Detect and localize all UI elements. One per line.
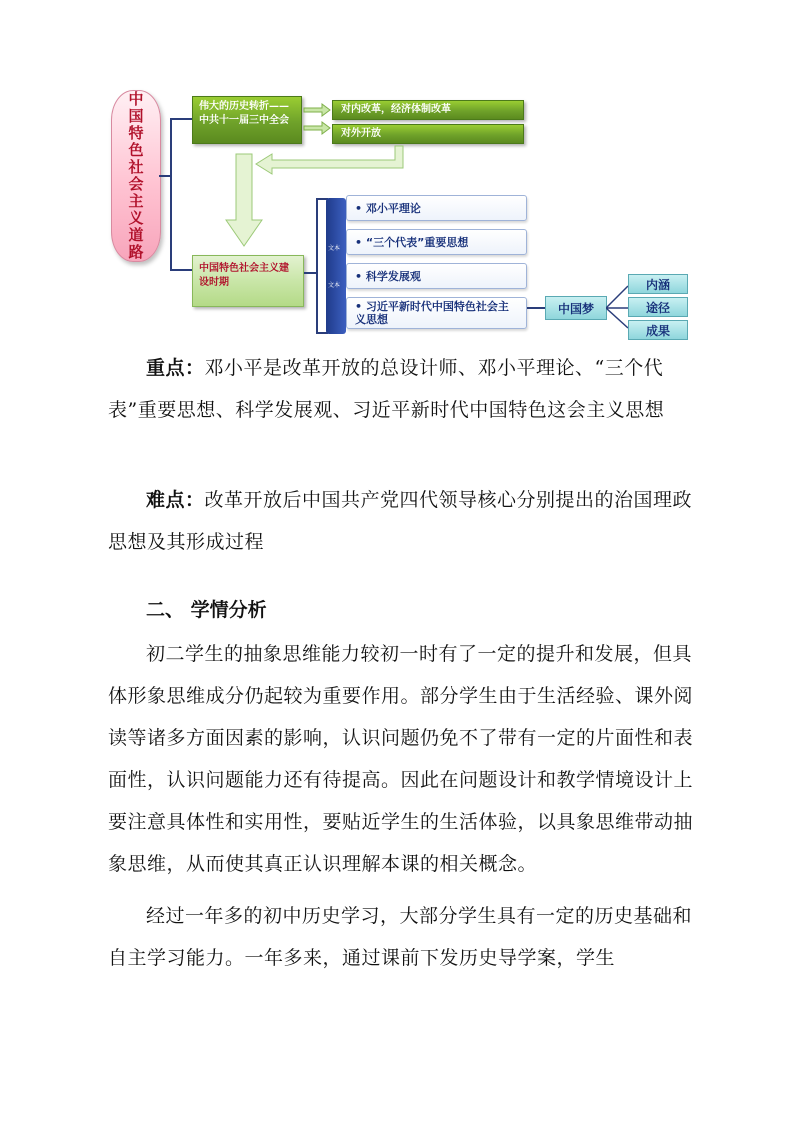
- dream-result: [628, 320, 688, 340]
- return-arrow-icon: [250, 144, 410, 176]
- theory-deng-label: • 邓小平理论: [355, 201, 421, 215]
- arrow-icon: [302, 100, 332, 140]
- connector-line: [316, 198, 318, 334]
- fan-connector: [606, 280, 630, 332]
- concept-diagram: [0, 0, 794, 345]
- connector-line: [170, 118, 192, 120]
- focus-text: 邓小平是改革开放的总设计师、邓小平理论、“三个代表”重要思想、科学发展观、习近平新时代中国特色这会主义思想: [108, 357, 665, 421]
- side-label: 文本: [328, 282, 341, 289]
- theory-scientific-development-label: • 科学发展观: [355, 269, 421, 283]
- theory-scientific-development: [346, 263, 527, 289]
- child-domestic-reform-label: 对内改革，经济体制改革: [341, 104, 451, 115]
- connector-line: [304, 272, 316, 274]
- child-domestic-reform: [332, 100, 524, 120]
- child-opening-up: [332, 124, 524, 144]
- branch-turning-point: [192, 96, 302, 144]
- theory-three-represents-label: • “三个代表”重要思想: [355, 235, 469, 249]
- focus-label: 重点：: [146, 357, 205, 379]
- difficulty-label: 难点：: [146, 489, 205, 511]
- diagram-root-label: 中国特色社会主义道路: [126, 91, 145, 261]
- difficulty-text: 改革开放后中国共产党四代领导核心分别提出的治国理政思想及其形成过程: [108, 489, 693, 553]
- down-arrow-icon: [224, 152, 264, 248]
- theory-xi-label: • 习近平新时代中国特色社会主义思想: [355, 300, 509, 326]
- chinese-dream-node: [545, 296, 607, 320]
- connector-line: [170, 269, 192, 271]
- body-paragraph-1: 初二学生的抽象思维能力较初一时有了一定的提升和发展，但具体形象思维成分仍起较为重要作用。部分学生由于生活经验、课外阅读等诸多方面因素的影响，认识问题仍免不了带有一定的片面性和表面性，认识问题能力还有待提高。因此在问题设计和教学情境设计上要注意具体性和实用性，要贴近学生的生活体验，以具象思维带动抽象思维，从而使其真正认识理解本课的相关概念。: [108, 643, 694, 875]
- branch-construction-period: [192, 255, 304, 307]
- connector-line: [527, 307, 545, 309]
- dream-path-label: 途径: [645, 300, 670, 315]
- child-opening-up-label: 对外开放: [341, 128, 381, 139]
- diagram-root-node: [111, 90, 161, 262]
- branch-construction-period-label: 中国特色社会主义建设时期: [199, 263, 289, 288]
- bracket-column: [326, 198, 346, 334]
- difficulty-paragraph: [108, 479, 693, 563]
- side-label: 文本: [328, 245, 341, 252]
- theory-xi: [346, 297, 527, 329]
- chinese-dream-label: 中国梦: [557, 301, 594, 316]
- section-heading: 二、 学情分析: [146, 599, 267, 621]
- theory-three-represents: [346, 229, 527, 255]
- dream-path: [628, 297, 688, 317]
- dream-connotation-label: 内涵: [645, 277, 670, 292]
- branch-turning-point-label: 伟大的历史转折——中共十一届三中全会: [199, 101, 289, 126]
- theory-deng: [346, 195, 527, 221]
- body-paragraph-2: 经过一年多的初中历史学习，大部分学生具有一定的历史基础和自主学习能力。一年多来，通过课前下发历史导学案，学生: [108, 905, 693, 969]
- focus-paragraph: [108, 347, 693, 431]
- dream-connotation: [628, 274, 688, 294]
- dream-result-label: 成果: [645, 323, 670, 338]
- connector-line: [170, 118, 172, 270]
